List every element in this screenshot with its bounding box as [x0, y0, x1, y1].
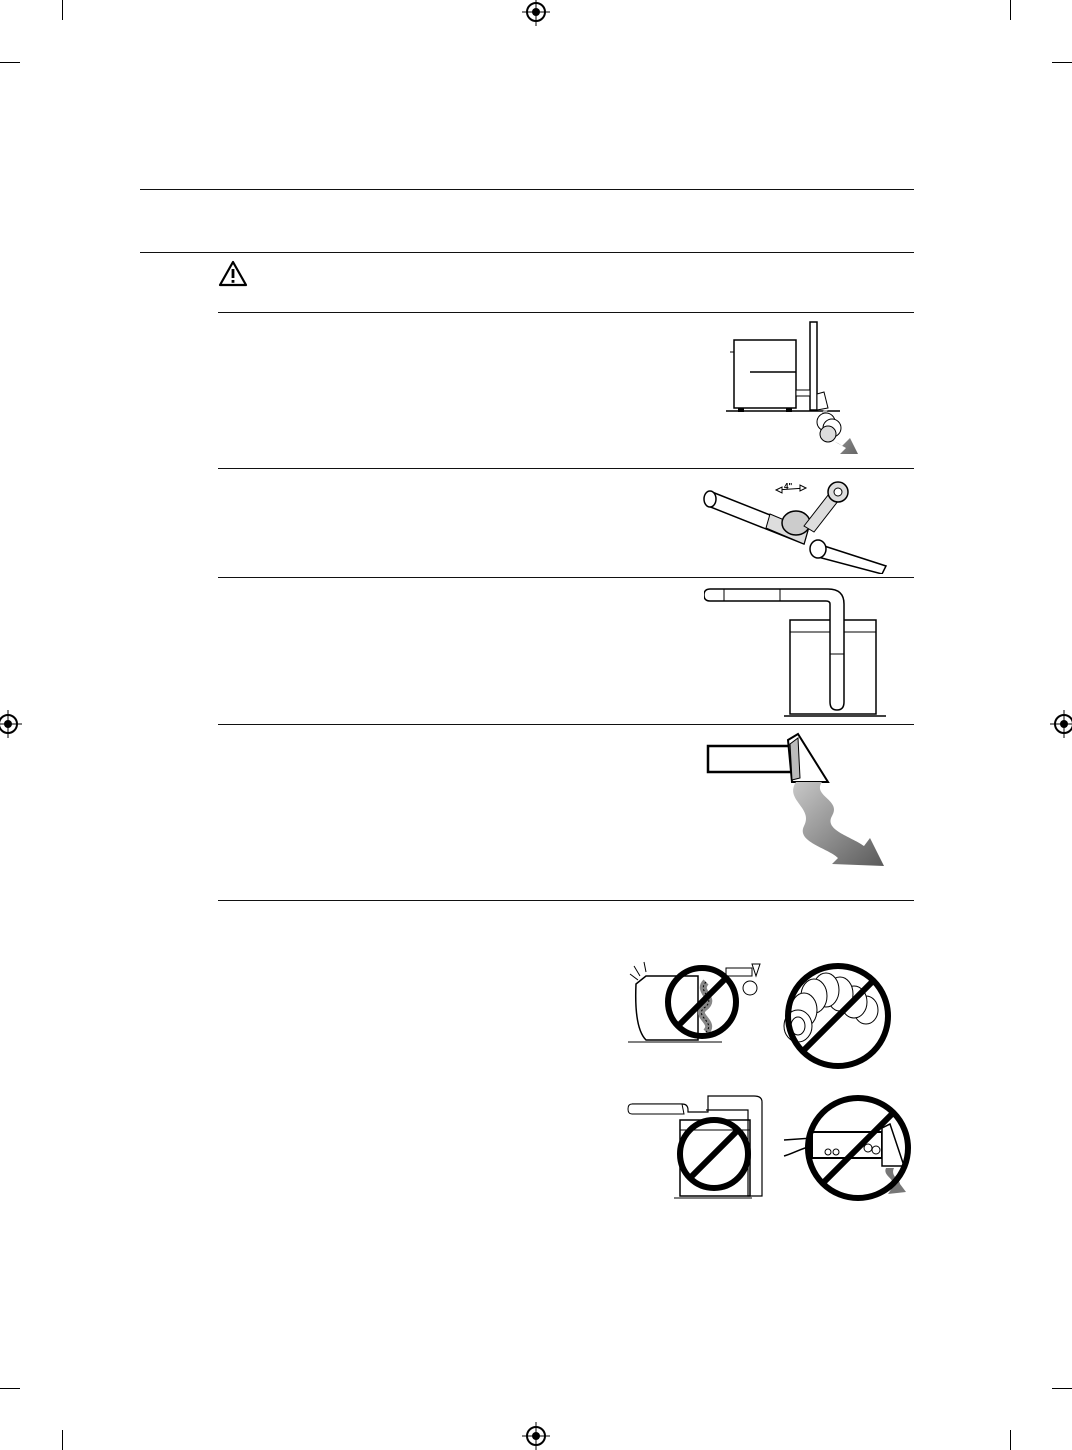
- header-rule-top: [140, 189, 914, 190]
- exhaust-hood-illustration: [704, 730, 892, 886]
- crop-mark: [62, 1430, 63, 1450]
- no-long-duct-icon: [626, 1090, 766, 1202]
- crop-mark: [1010, 1430, 1011, 1450]
- section-divider: [218, 724, 914, 725]
- registration-mark-icon: [0, 710, 22, 738]
- section-divider: [218, 312, 914, 313]
- section-divider: [218, 468, 914, 469]
- dryer-vent-outdoors-illustration: [720, 318, 880, 460]
- dimension-label: 4": [784, 482, 793, 491]
- registration-mark-icon: [522, 1422, 550, 1450]
- crop-mark: [1010, 0, 1011, 20]
- crop-mark: [1052, 1388, 1072, 1389]
- no-flexible-foil-duct-icon: [780, 960, 896, 1072]
- registration-mark-icon: [522, 0, 550, 26]
- section-divider: [218, 577, 914, 578]
- crop-mark: [62, 0, 63, 20]
- duct-tape-joint-illustration: [700, 474, 890, 574]
- no-crushed-duct-icon: [626, 958, 772, 1050]
- crop-mark: [1052, 62, 1072, 63]
- crop-mark: [0, 62, 20, 63]
- duct-routing-illustration: [704, 584, 890, 720]
- section-divider: [218, 900, 914, 901]
- registration-mark-icon: [1050, 710, 1072, 738]
- no-blocked-exhaust-icon: [782, 1092, 916, 1204]
- crop-mark: [0, 1388, 20, 1389]
- header-rule-bottom: [140, 252, 914, 253]
- caution-triangle-icon: [218, 260, 248, 288]
